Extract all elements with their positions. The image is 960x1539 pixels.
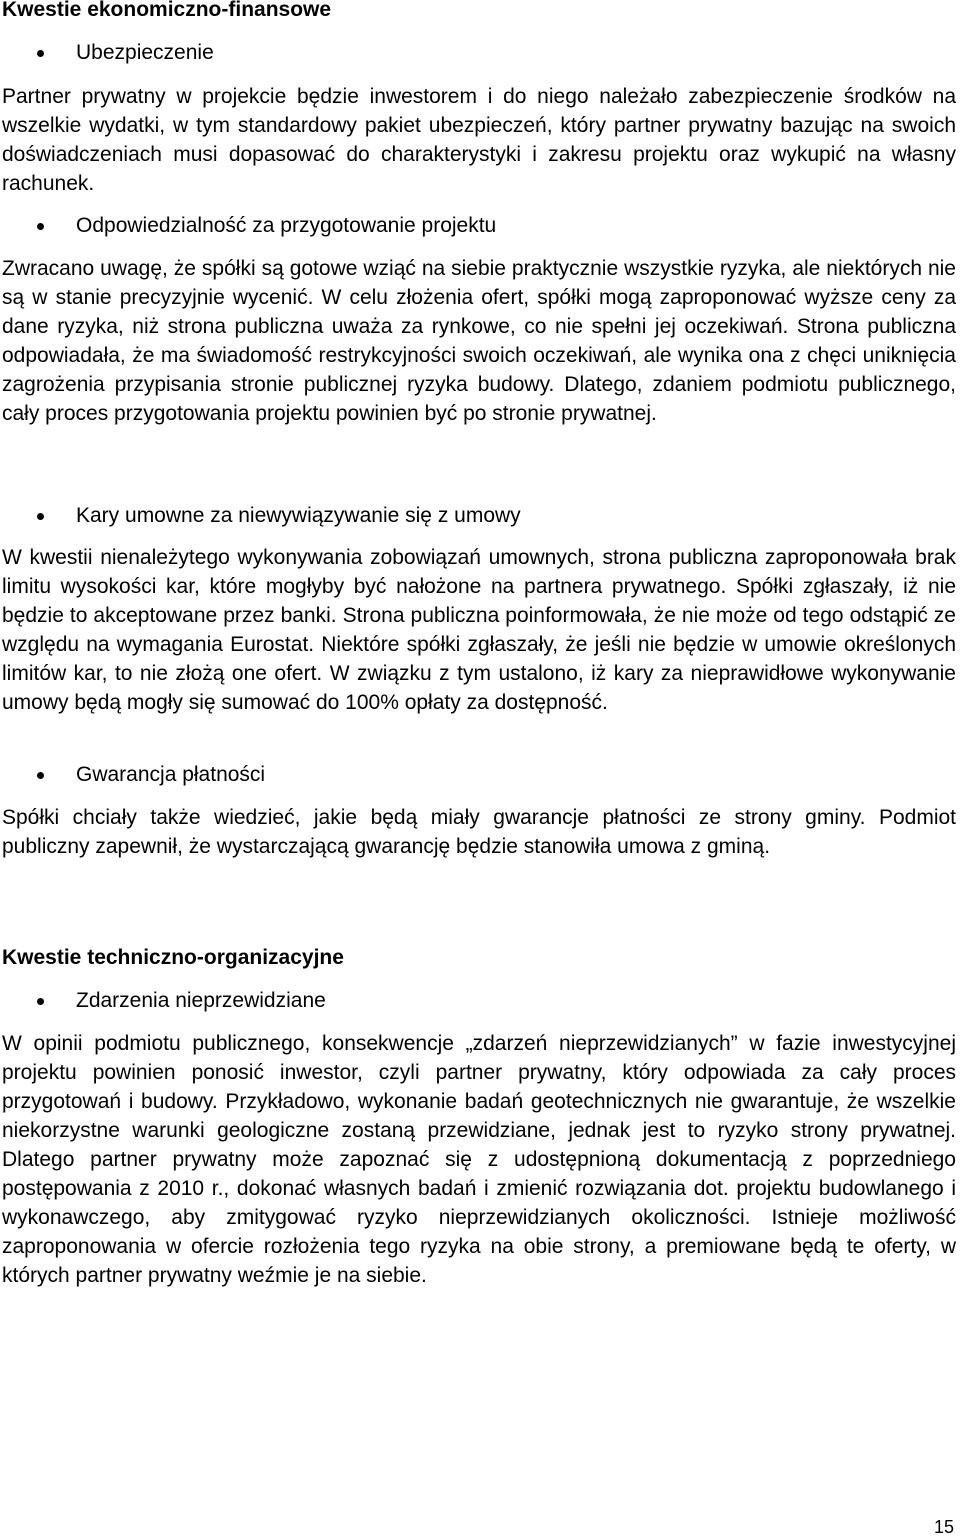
bullet-icon <box>37 223 44 230</box>
page-number: 15 <box>933 1517 954 1537</box>
bullet-heading-text: Odpowiedzialność za przygotowanie projektu <box>76 214 497 237</box>
bullet-heading-unforeseen-events <box>2 988 956 1014</box>
paragraph-responsibility: Zwracano uwagę, że spółki są gotowe wziąć na siebie praktycznie wszystkie ryzyka, ale niektórych nie są w stanie precyzyjnie wycenić. W celu złożenia ofert, spółki mogą zaproponować wyższe ceny za dane ryzyka, niż strona publiczna uważa za rynkowe, co nie spełni jej oczekiwań. Strona publiczna odpowiadała, że ma świadomość restrykcyjności swoich oczekiwań, ale wynika ona z chęci uniknięcia zagrożenia przypisania stronie publicznej ryzyka budowy. Dlatego, zdaniem podmiotu publicznego, cały proces przygotowania projektu powinien być po stronie prywatnej. <box>2 257 956 425</box>
bullet-heading-text: Gwarancja płatności <box>76 763 266 786</box>
section-title-technical: Kwestie techniczno-organizacyjne <box>2 946 344 969</box>
paragraph-payment-guarantee: Spółki chciały także wiedzieć, jakie będą miały gwarancje płatności ze strony gminy. Podmiot publiczny zapewnił, że wystarczającą gwarancję będzie stanowiła umowa z gminą. <box>2 806 956 858</box>
bullet-heading-responsibility <box>2 213 956 239</box>
bullet-heading-text: Kary umowne za niewywiązywanie się z umowy <box>76 504 521 527</box>
bullet-icon <box>37 772 44 779</box>
bullet-icon <box>37 998 44 1005</box>
bullet-icon <box>37 50 44 57</box>
bullet-icon <box>37 513 44 520</box>
bullet-heading-text: Ubezpieczenie <box>76 41 214 64</box>
paragraph-insurance: Partner prywatny w projekcie będzie inwestorem i do niego należało zabezpieczenie środków na wszelkie wydatki, w tym standardowy pakiet ubezpieczeń, który partner prywatny bazując na swoich doświadczeniach musi dopasować do charakterystyki i zakresu projektu oraz wykupić na własny rachunek. <box>2 85 956 195</box>
bullet-heading-insurance <box>2 40 956 66</box>
paragraph-penalties: W kwestii nienależytego wykonywania zobowiązań umownych, strona publiczna zaproponowała brak limitu wysokości kar, które mogłyby być nałożone na partnera prywatnego. Spółki zgłaszały, iż nie będzie to akceptowane przez banki. Strona publiczna poinformowała, że nie może od tego odstąpić ze względu na wymagania Eurostat. Niektóre spółki zgłaszały, że jeśli nie będzie w umowie określonych limitów kar, to nie złożą one ofert. W związku z tym ustalono, iż kary za nieprawidłowe wykonywanie umowy będą mogły się sumować do 100% opłaty za dostępność. <box>2 546 956 714</box>
paragraph-unforeseen-events: W opinii podmiotu publicznego, konsekwencje „zdarzeń nieprzewidzianych” w fazie inwestycyjnej projektu powinien ponosić inwestor, czyli partner prywatny, który odpowiada za cały proces przygotowań i budowy. Przykładowo, wykonanie badań geotechnicznych nie gwarantuje, że wszelkie niekorzystne warunki geologiczne zostaną przewidziane, jednak jest to ryzyko strony prywatnej. Dlatego partner prywatny może zapoznać się z udostępnioną dokumentacją z poprzedniego postępowania z 2010 r., dokonać własnych badań i zmienić rozwiązania dot. projektu budowlanego i wykonawczego, aby zmitygować ryzyko nieprzewidzianych okoliczności. Istnieje możliwość zaproponowania w ofercie rozłożenia tego ryzyka na obie strony, a premiowane będą te oferty, w których partner prywatny weźmie je na siebie. <box>2 1032 956 1287</box>
bullet-heading-payment-guarantee <box>2 762 956 788</box>
section-title-economic: Kwestie ekonomiczno-finansowe <box>2 0 332 21</box>
bullet-heading-penalties <box>2 503 956 529</box>
bullet-heading-text: Zdarzenia nieprzewidziane <box>76 989 326 1012</box>
